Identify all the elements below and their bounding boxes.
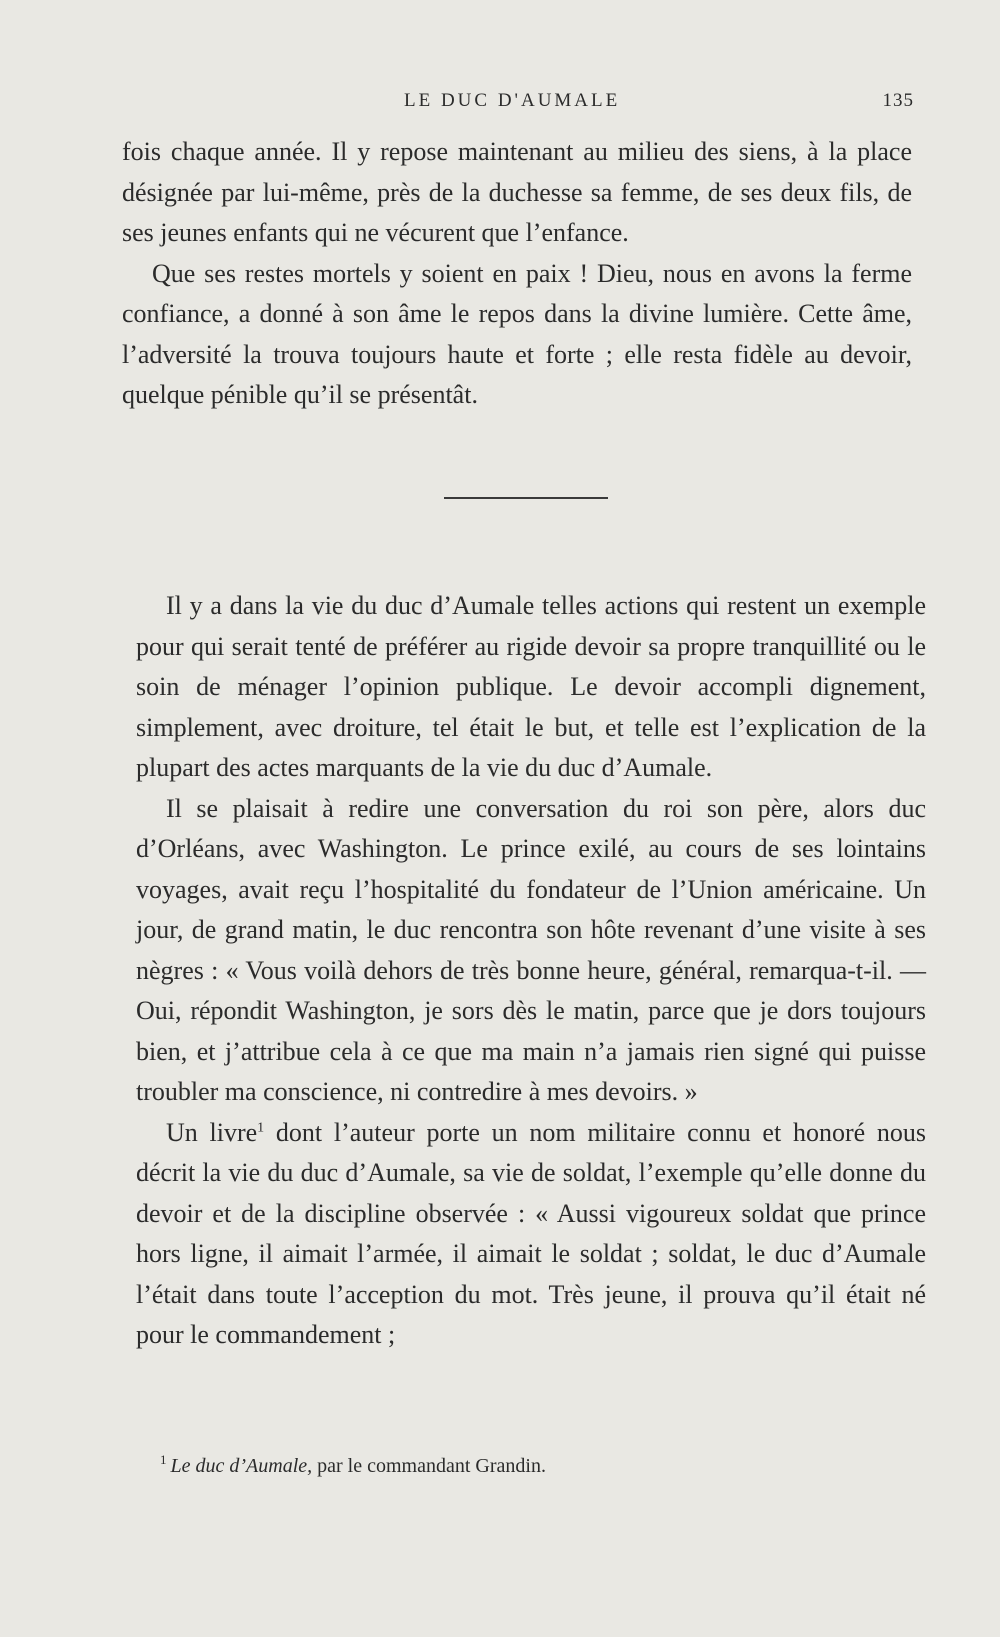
footnote-text: par le commandant Grandin. [312,1455,546,1477]
paragraph: Que ses restes mortels y soient en paix ! Dieu, nous en avons la ferme confiance, a donné à son âme le repos dans la divine lumière. Cette âme, l’adversité la trouva toujours haute et forte ; elle resta fidèle au devoir, quelque pénible qu’il se présentât. [122,258,912,409]
paragraph: Il y a dans la vie du duc d’Aumale telles actions qui restent un exemple pour qui serait tenté de préférer au rigide devoir sa propre tranquillité ou le soin de ménager l’opinion publique. Le devoir accompli dignement, simplement, avec droiture, tel était le but, et telle est l’explication de la plupart des actes marquants de la vie du duc d’Aumale. [136,591,926,782]
footnote-title: Le duc d’Aumale, [170,1455,313,1477]
paragraph-continued: fois chaque année. Il y repose maintenant au milieu des siens, à la place désignée par lui-même, près de la duchesse sa femme, de ses deux fils, de ses jeunes enfants qui ne vécurent que l’enfance. [122,137,912,247]
footnote [160,1453,860,1479]
page-number: 135 [882,90,914,111]
paragraph-rest: dont l’auteur porte un nom militaire connu et honoré nous décrit la vie du duc d’Aumale, sa vie de soldat, l’exemple qu’elle donne du devoir et de la discipline observée : « Aussi vigoureux soldat que prince hors ligne, il aimait l’armée, il aimait le soldat ; soldat, le duc d’Aumale l’était dans toute l’acception du mot. Très jeune, il prouva qu’il était né pour le commandement ; [136,1117,926,1349]
paragraph: Il se plaisait à redire une conversation du roi son père, alors duc d’Orléans, avec Washington. Le prince exilé, au cours de ses lointains voyages, avait reçu l’hospitalité du fondateur de l’Union américaine. Un jour, de grand matin, le duc rencontra son hôte revenant d’une visite à ses nègres : « Vous voilà dehors de très bonne heure, général, remarqua-t-il. — Oui, répondit Washington, je sors dès le matin, parce que je dors toujours bien, et j’attribue cela à ce que ma main n’a jamais rien signé qui puisse troubler ma conscience, ni contredire à mes devoirs. » [136,793,926,1106]
running-title: LE DUC D'AUMALE [404,90,621,111]
section-separator [444,497,608,499]
text-block-main [136,586,926,1356]
footnote-marker: 1 [160,1452,167,1468]
text-block-top [122,132,912,416]
footnote-reference: 1 [257,1119,265,1135]
paragraph-start: Un livre [166,1117,258,1147]
paragraph [136,1113,926,1356]
page-header [124,86,914,116]
